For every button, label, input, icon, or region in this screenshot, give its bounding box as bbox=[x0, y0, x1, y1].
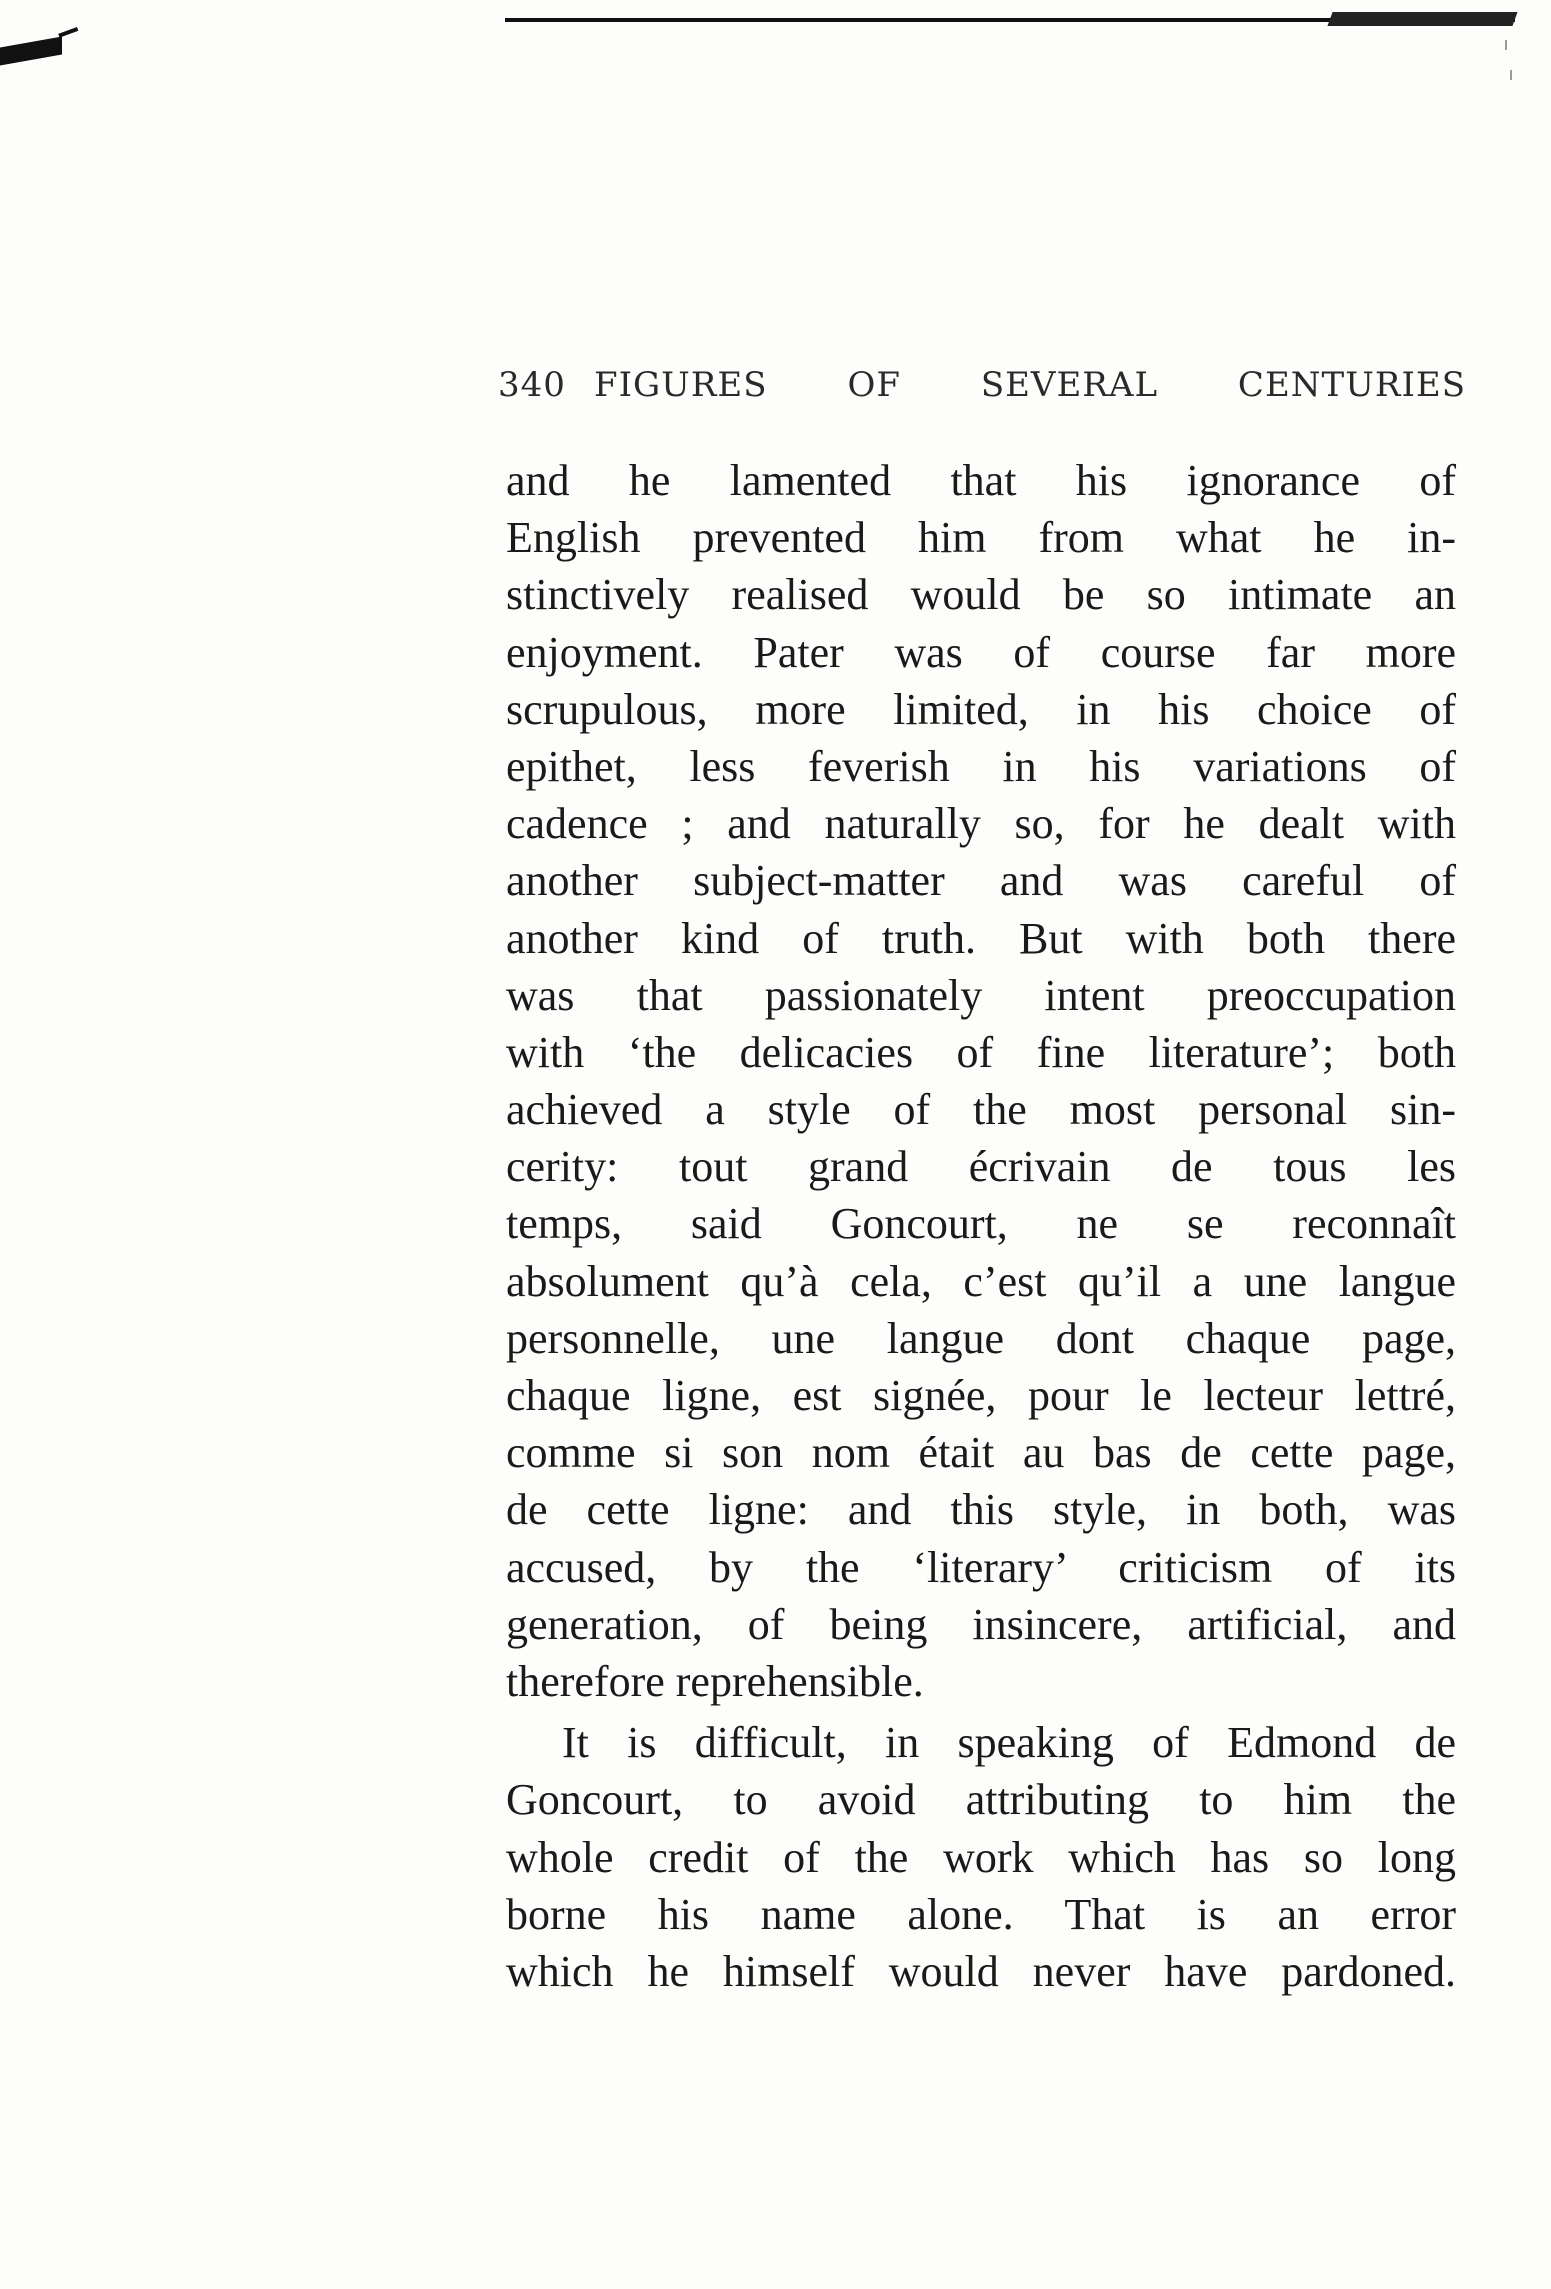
text-line: It is difficult, in speaking of Edmond de bbox=[562, 1718, 1456, 1768]
text-line: borne his name alone. That is an error bbox=[506, 1889, 1456, 1939]
scan-corner-mark bbox=[0, 37, 62, 66]
text-line: another subject-matter and was careful of bbox=[506, 856, 1456, 906]
text-line: and he lamented that his ignorance of bbox=[506, 456, 1456, 505]
text-line: de cette ligne: and this style, in both, was bbox=[506, 1485, 1456, 1535]
page-number: 340 bbox=[498, 365, 566, 405]
body-text bbox=[506, 452, 1456, 2000]
text-line: temps, said Goncourt, ne se reconnaît bbox=[506, 1199, 1456, 1249]
text-line: achieved a style of the most personal sin- bbox=[506, 1085, 1456, 1135]
text-line: chaque ligne, est signée, pour le lecteur lettré, bbox=[506, 1371, 1456, 1420]
text-line: scrupulous, more limited, in his choice of bbox=[506, 684, 1456, 734]
text-line: accused, by the ‘literary’ criticism of its bbox=[506, 1542, 1456, 1592]
text-line: generation, of being insincere, artificial, and bbox=[506, 1599, 1456, 1649]
paragraph bbox=[506, 1714, 1456, 2000]
text-line: stinctively realised would be so intimate an bbox=[506, 570, 1456, 620]
text-line: personnelle, une langue dont chaque page, bbox=[506, 1313, 1456, 1363]
text-line: enjoyment. Pater was of course far more bbox=[506, 627, 1456, 677]
text-line: whole credit of the work which has so long bbox=[506, 1832, 1456, 1882]
text-line: cadence ; and naturally so, for he dealt with bbox=[506, 799, 1456, 849]
scan-top-rule-thick bbox=[1327, 12, 1517, 26]
text-line: Goncourt, to avoid attributing to him the bbox=[506, 1775, 1456, 1825]
text-line: therefore reprehensible. bbox=[506, 1656, 924, 1706]
scan-corner-mark-tip bbox=[58, 27, 82, 47]
running-header bbox=[498, 365, 1468, 415]
text-line: epithet, less feverish in his variations of bbox=[506, 741, 1456, 791]
text-line: comme si son nom était au bas de cette page, bbox=[506, 1428, 1456, 1478]
text-line: another kind of truth. But with both there bbox=[506, 913, 1456, 963]
text-line: English prevented him from what he in- bbox=[506, 513, 1456, 563]
text-line: with ‘the delicacies of fine literature’; both bbox=[506, 1027, 1456, 1077]
running-title: FIGURES OF SEVERAL CENTURIES bbox=[594, 365, 1466, 405]
paragraph bbox=[506, 452, 1456, 1710]
text-line: cerity: tout grand écrivain de tous les bbox=[506, 1142, 1456, 1192]
scan-speck bbox=[1505, 40, 1507, 50]
text-line: was that passionately intent preoccupation bbox=[506, 970, 1456, 1020]
text-line: which he himself would never have pardoned. bbox=[506, 1946, 1456, 1996]
scan-speck bbox=[1510, 70, 1512, 80]
text-line: absolument qu’à cela, c’est qu’il a une langue bbox=[506, 1256, 1456, 1306]
